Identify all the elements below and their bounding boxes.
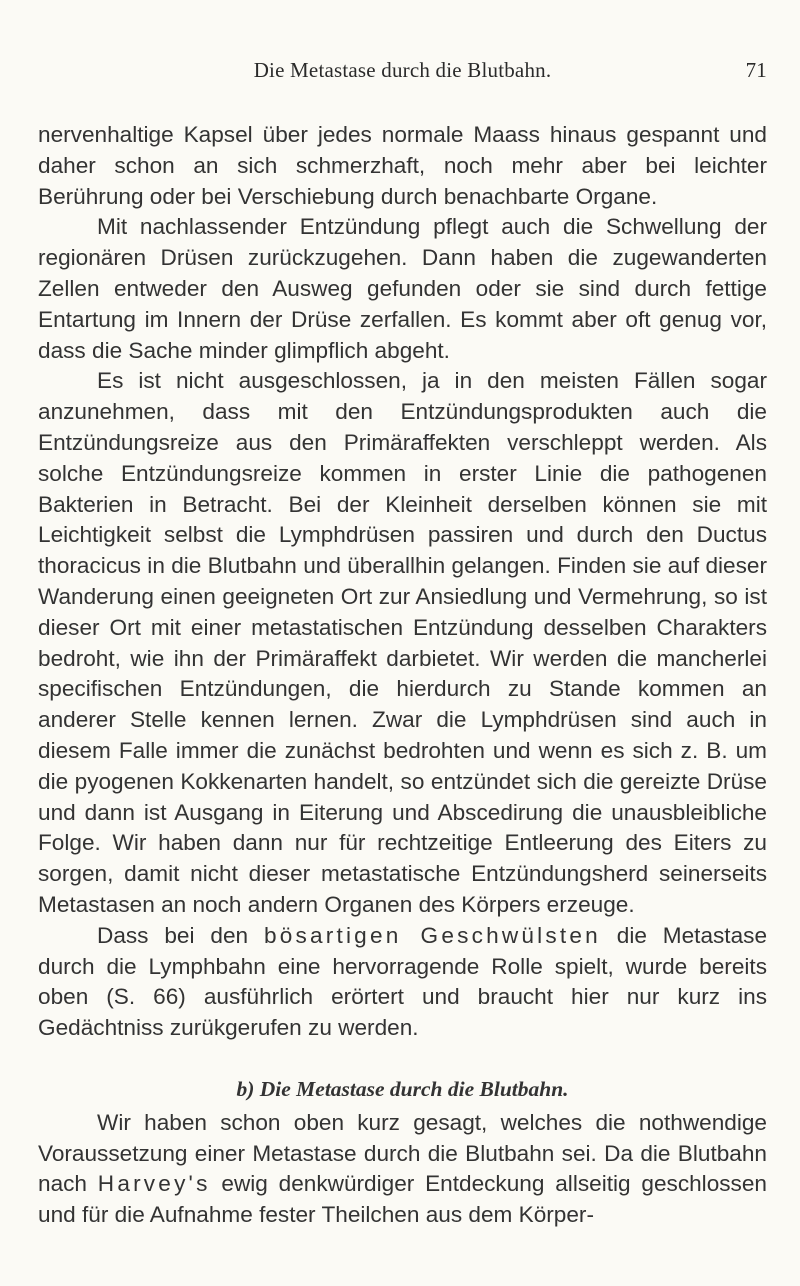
running-header	[38, 58, 767, 88]
paragraph	[38, 921, 767, 1044]
paragraph	[38, 1108, 767, 1231]
paragraph-text: die Metastase durch die Lymphbahn eine hervorragende Rolle spielt, wurde bereits oben (S. 66) ausführlich erörtert und braucht hier nur kurz ins Gedächtniss zurükgerufen zu werden.	[38, 922, 768, 1041]
paragraph-text: Wir haben schon oben kurz gesagt, welches die nothwendige Voraussetzung einer Metastase durch die Blutbahn sei. Da die Blutbahn nach	[38, 1109, 767, 1197]
paragraph: Mit nachlassender Entzündung pflegt auch die Schwellung der regionären Drüsen zurückzugehen. Dann haben die zugewanderten Zellen entweder den Ausweg gefunden oder sie sind durch fettige Entartung im Innern der Drüse zerfallen. Es kommt aber oft genug vor, dass die Sache minder glimpflich abgeht.	[38, 214, 767, 363]
body-text	[38, 120, 767, 1231]
running-title: Die Metastase durch die Blutbahn.	[253, 58, 552, 82]
emphasized-term: bösartigen Geschwülsten	[263, 922, 601, 948]
paragraph: Es ist nicht ausgeschlossen, ja in den meisten Fällen sogar anzunehmen, dass mit den Entzündungsprodukten auch die Entzündungsreize aus den Primäraffekten verschleppt werden. Als solche Entzündungsreize kommen in erster Linie die pathogenen Bakterien in Betracht. Bei der Kleinheit derselben können sie mit Leichtigkeit selbst die Lymphdrüsen passiren und durch den Ductus thoracicus in die Blutbahn und überallhin gelangen. Finden sie auf dieser Wanderung einen geeigneten Ort zur Ansiedlung und Vermehrung, so ist dieser Ort mit einer metastatischen Entzündung desselben Charakters bedroht, wie ihn der Primäraffekt darbietet. Wir werden die mancherlei specifischen Entzündungen, die hierdurch zu Stande kommen an anderer Stelle kennen lernen. Zwar die Lymphdrüsen sind auch in diesem Falle immer die zunächst bedrohten und wenn es sich z. B. um die pyogenen Kokkenarten handelt, so entzündet sich die gereizte Drüse und dann ist Ausgang in Eiterung und Abscedirung die unausbleibliche Folge. Wir haben dann nur für rechtzeitige Entleerung des Eiters zu sorgen, damit nicht dieser metastatische Entzündungsherd seinerseits Metastasen an noch andern Organen des Körpers erzeuge.	[38, 368, 767, 917]
paragraph-text: Dass bei den	[97, 922, 264, 948]
paragraph-continued: nervenhaltige Kapsel über jedes normale Maass hinaus gespannt und daher schon an sich schmerzhaft, noch mehr aber bei leichter Berührung oder bei Verschiebung durch benachbarte Organe.	[38, 122, 767, 209]
page-number: 71	[745, 58, 767, 82]
paragraph-text: ewig denkwürdiger Entdeckung allseitig geschlossen und für die Aufnahme fester Theilchen aus dem Körper-	[38, 1171, 767, 1228]
section-heading: b) Die Metastase durch die Blutbahn.	[236, 1076, 569, 1101]
book-page	[38, 58, 767, 1231]
emphasized-name: Harvey's	[97, 1171, 211, 1197]
